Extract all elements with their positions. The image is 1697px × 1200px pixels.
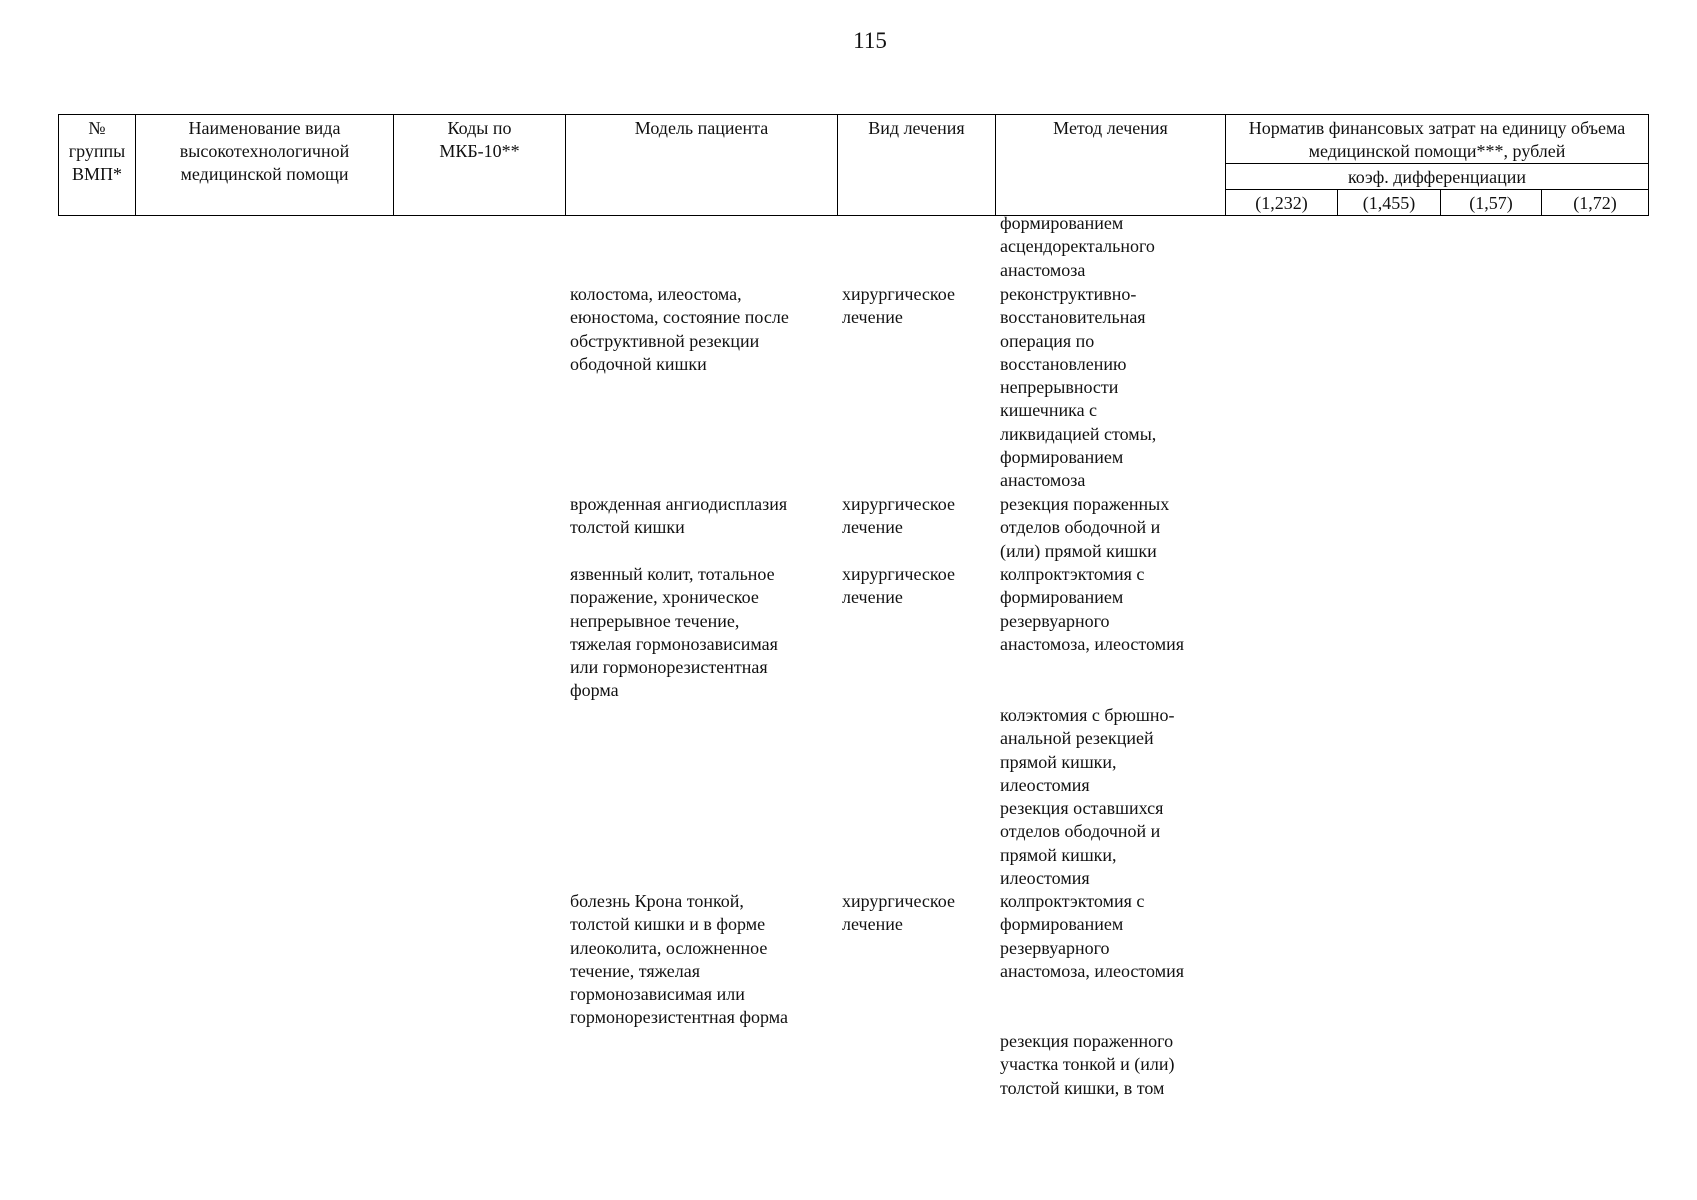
coef-value: (1,72) (1542, 190, 1649, 216)
treatment-method-cell: колэктомия с брюшно- анальной резекцией прямой кишки, илеостомия (1000, 705, 1175, 795)
patient-model-cell: врожденная ангиодисплазия толстой кишки (570, 494, 788, 538)
header-treatment-method: Метод лечения (996, 115, 1226, 216)
header-norm: Норматив финансовых затрат на единицу объема медицинской помощи***, рублей (1226, 115, 1649, 164)
coef-value: (1,455) (1338, 190, 1441, 216)
treatment-method-cell: реконструктивно- восстановительная операция по восстановлению непрерывности кишечника с ликвидацией стомы, формированием анастомоза (1000, 284, 1157, 491)
header-group-no: № группы ВМП* (59, 115, 136, 216)
page-number: 115 (853, 28, 887, 53)
treatment-method-cell: колпроктэктомия с формированием резервуарного анастомоза, илеостомия (1000, 891, 1185, 981)
patient-model-cell: колостома, илеостома, еюностома, состояние после обструктивной резекции ободочной кишки (570, 284, 789, 374)
treatment-type-cell: хирургическое лечение (842, 564, 955, 608)
treatment-type-cell: хирургическое лечение (842, 494, 955, 538)
coef-value: (1,57) (1441, 190, 1542, 216)
coef-value: (1,232) (1226, 190, 1338, 216)
method-continuation: формированием асцендоректального анастомоза (1000, 213, 1155, 280)
treatment-type-cell: хирургическое лечение (842, 284, 955, 328)
header-patient-model: Модель пациента (566, 115, 838, 216)
header-name: Наименование вида высокотехнологичной медицинской помощи (136, 115, 394, 216)
treatment-method-cell: резекция пораженного участка тонкой и (или) толстой кишки, в том (1000, 1031, 1175, 1098)
header-treatment-type: Вид лечения (838, 115, 996, 216)
treatment-method-cell: резекция оставшихся отделов ободочной и прямой кишки, илеостомия (1000, 798, 1164, 888)
patient-model-cell: язвенный колит, тотальное поражение, хроническое непрерывное течение, тяжелая гормонозависимая или гормонорезистентная форма (570, 564, 778, 701)
treatment-method-cell: резекция пораженных отделов ободочной и (или) прямой кишки (1000, 494, 1170, 561)
header-codes: Коды по МКБ-10** (394, 115, 566, 216)
header-coef: коэф. дифференциации (1226, 164, 1649, 190)
table-header (58, 114, 1649, 216)
treatment-type-cell: хирургическое лечение (842, 891, 955, 935)
patient-model-cell: болезнь Крона тонкой, толстой кишки и в форме илеоколита, осложненное течение, тяжелая гормонозависимая или гормонорезистентная форма (570, 891, 789, 1028)
treatment-method-cell: колпроктэктомия с формированием резервуарного анастомоза, илеостомия (1000, 564, 1185, 654)
